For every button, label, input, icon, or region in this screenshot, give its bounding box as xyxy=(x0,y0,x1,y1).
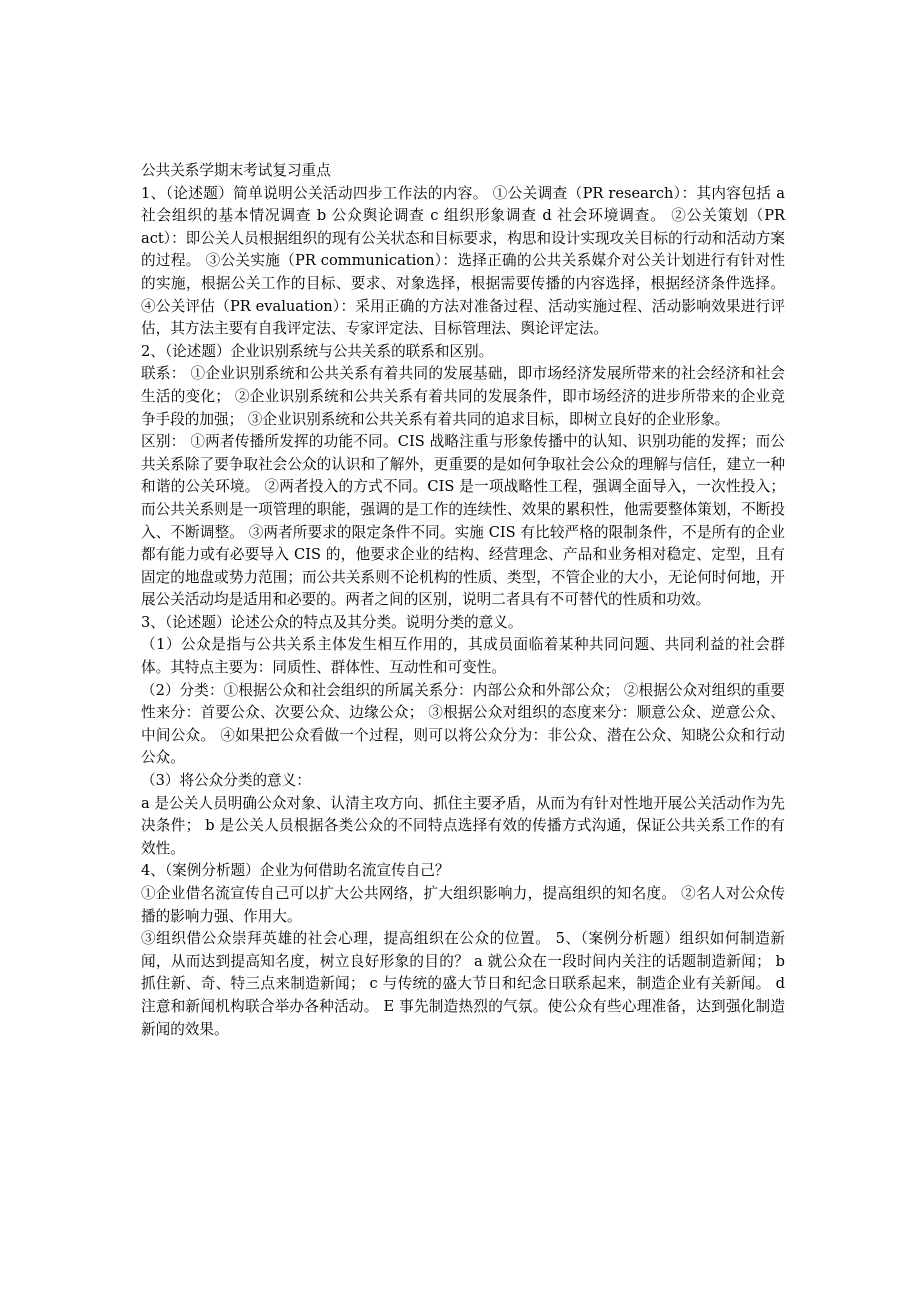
paragraph-q3-significance: a 是公关人员明确公众对象、认清主攻方向、抓住主要矛盾，从而为有针对性地开展公关活动作为先决条件； b 是公关人员根据各类公众的不同特点选择有效的传播方式沟通，保证公共关系工作的有效性。 xyxy=(141,794,785,857)
paragraph-q2-connection: 联系： ①企业识别系统和公共关系有着共同的发展基础，即市场经济发展所带来的社会经济和社会生活的变化； ②企业识别系统和公共关系有着共同的发展条件，即市场经济的进步所带来的企业竞争手段的加强； ③企业识别系统和公共关系有着共同的追求目标，即树立良好的企业形象。 xyxy=(141,365,785,428)
paragraph-q1: 1、（论述题）简单说明公关活动四步工作法的内容。 ①公关调查（PR research）：其内容包括 a 社会组织的基本情况调查 b 公众舆论调查 c 组织形象调查 d 社会环境调查。 ②公关策划（PR act）：即公关人员根据组织的现有公关状态和目标要求，构思和设计实现攻关目标的行动和活动方案的过程。 ③公关实施（PR communication）：选择正确的公共关系媒介对公关计划进行有针对性的实施，根据公关工作的目标、要求、对象选择，根据需要传播的内容选择，根据经济条件选择。 ④公关评估（PR evaluation）：采用正确的方法对准备过程、活动实施过程、活动影响效果进行评估，其方法主要有自我评定法、专家评定法、目标管理法、舆论评定法。 xyxy=(141,184,786,338)
paragraph-q4-heading: 4、（案例分析题）企业为何借助名流宣传自己？ xyxy=(141,862,450,880)
paragraph-q3-classification: （2）分类：①根据公众和社会组织的所属关系分：内部公众和外部公众； ②根据公众对组织的重要性来分：首要公众、次要公众、边缘公众； ③根据公众对组织的态度来分：顺意公众、逆意公众、中间公众。 ④如果把公众看做一个过程，则可以将公众分为：非公众、潜在公众、知晓公众和行动公众。 xyxy=(141,681,785,767)
paragraph-q2-heading: 2、（论述题）企业识别系统与公共关系的联系和区别。 xyxy=(141,342,494,360)
paragraph-q2-difference: 区别： ①两者传播所发挥的功能不同。CIS 战略注重与形象传播中的认知、识别功能的发挥；而公共关系除了要争取社会公众的认识和了解外，更重要的是如何争取社会公众的理解与信任，建立一种和谐的公关环境。 ②两者投入的方式不同。CIS 是一项战略性工程，强调全面导入，一次性投入；而公共关系则是一项管理的职能，强调的是工作的连续性、效果的累积性，他需要整体策划，不断投入、不断调整。 ③两者所要求的限定条件不同。实施 CIS 有比较严格的限制条件，不是所有的企业都有能力或有必要导入 CIS 的，他要求企业的结构、经营理念、产品和业务相对稳定、定型，且有固定的地盘或势力范围；而公共关系则不论机构的性质、类型，不管企业的大小，无论何时何地，开展公关活动均是适用和必要的。两者之间的区别，说明二者具有不可替代的性质和功效。 xyxy=(141,433,785,609)
paragraph-q3-definition: （1）公众是指与公共关系主体发生相互作用的，其成员面临着某种共同问题、共同利益的社会群体。其特点主要为：同质性、群体性、互动性和可变性。 xyxy=(141,636,785,677)
paragraph-q3-significance-heading: （3）将公众分类的意义： xyxy=(141,772,311,790)
document-page xyxy=(141,160,785,1041)
document-title: 公共关系学期末考试复习重点 xyxy=(141,162,331,179)
paragraph-q4-q5: ③组织借公众崇拜英雄的社会心理，提高组织在公众的位置。 5、（案例分析题）组织如何制造新闻，从而达到提高知名度，树立良好形象的目的？ a 就公众在一段时间内关注的话题制造新闻； b 抓住新、奇、特三点来制造新闻； c 与传统的盛大节日和纪念日联系起来，制造企业有关新闻。 d 注意和新闻机构联合举办各种活动。 E 事先制造热烈的气氛。使公众有些心理准备，达到强化制造新闻的效果。 xyxy=(141,930,785,1038)
paragraph-q4-answer: ①企业借名流宣传自己可以扩大公共网络，扩大组织影响力，提高组织的知名度。 ②名人对公众传播的影响力强、作用大。 xyxy=(141,885,785,925)
paragraph-q3-heading: 3、（论述题）论述公众的特点及其分类。说明分类的意义。 xyxy=(141,613,523,631)
